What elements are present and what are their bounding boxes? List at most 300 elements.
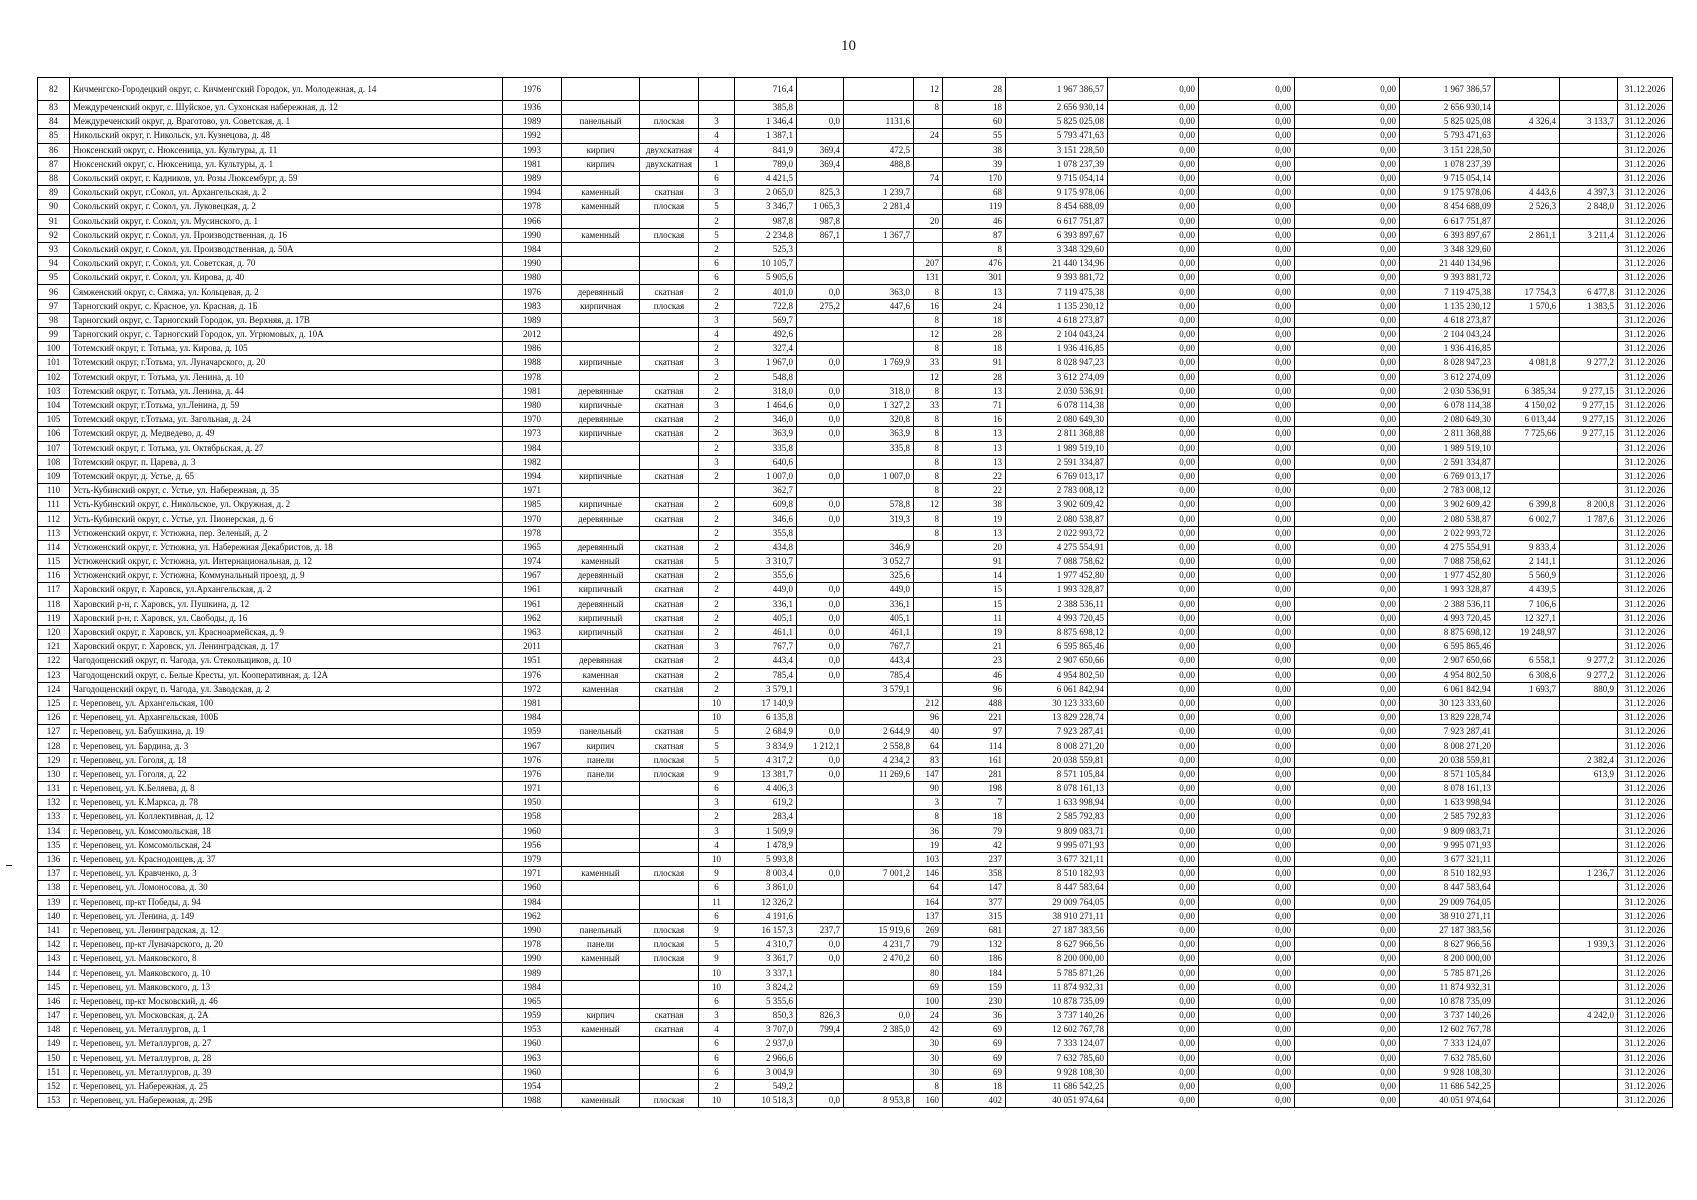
cell-total-cost: 3 348 329,60 [1006, 242, 1108, 256]
cell-total-area: 346,6 [735, 512, 797, 526]
cell-total-cost: 4 275 554,91 [1006, 540, 1108, 554]
cell-roof-type [640, 852, 699, 866]
cell-deadline: 31.12.2026 [1618, 668, 1673, 682]
cell-cost-other: 0,00 [1295, 767, 1400, 781]
cell-cost-fund: 0,00 [1108, 512, 1199, 526]
cell-area-2: 363,0 [844, 285, 914, 299]
cell-cost-owners: 7 088 758,62 [1400, 555, 1495, 569]
cell-deadline: 31.12.2026 [1618, 852, 1673, 866]
cell-area-1 [797, 852, 844, 866]
cell-total-cost: 30 123 333,60 [1006, 696, 1108, 710]
table-row [38, 313, 1673, 327]
cell-wall-material: панельный [562, 725, 640, 739]
cell-cost-budget: 0,00 [1199, 852, 1295, 866]
cell-area-1: 987,8 [797, 214, 844, 228]
cell-cost-owners: 4 993 720,45 [1400, 611, 1495, 625]
cell-wall-material [562, 994, 640, 1008]
cell-roof-type: скатная [640, 285, 699, 299]
cell-unit-cost-1: 6 558,1 [1495, 654, 1560, 668]
cell-cost-other: 0,00 [1295, 583, 1400, 597]
cell-cost-fund: 0,00 [1108, 214, 1199, 228]
cell-area-1 [797, 171, 844, 185]
cell-unit-cost-2 [1560, 640, 1618, 654]
cell-row-number: 143 [38, 952, 70, 966]
cell-area-1 [797, 569, 844, 583]
cell-year-built: 1976 [503, 753, 562, 767]
cell-apartments: 12 [914, 78, 943, 101]
cell-cost-fund: 0,00 [1108, 1051, 1199, 1065]
cell-apartments [914, 143, 943, 157]
cell-year-built: 1984 [503, 711, 562, 725]
cell-cost-fund: 0,00 [1108, 909, 1199, 923]
cell-floors: 9 [699, 867, 735, 881]
cell-address: г. Череповец, ул. Металлургов, д. 27 [70, 1037, 503, 1051]
cell-deadline: 31.12.2026 [1618, 328, 1673, 342]
cell-apartments [914, 625, 943, 639]
cell-area-2 [844, 257, 914, 271]
cell-unit-cost-2: 6 477,8 [1560, 285, 1618, 299]
cell-total-cost: 1 936 416,85 [1006, 342, 1108, 356]
cell-deadline: 31.12.2026 [1618, 682, 1673, 696]
cell-unit-cost-2 [1560, 980, 1618, 994]
cell-cost-owners: 1 135 230,12 [1400, 299, 1495, 313]
cell-total-cost: 6 393 897,67 [1006, 228, 1108, 242]
cell-apartments: 30 [914, 1051, 943, 1065]
cell-floors: 2 [699, 1079, 735, 1093]
cell-residents: 377 [943, 895, 1006, 909]
cell-wall-material [562, 526, 640, 540]
cell-deadline: 31.12.2026 [1618, 143, 1673, 157]
cell-cost-budget: 0,00 [1199, 796, 1295, 810]
cell-cost-other: 0,00 [1295, 242, 1400, 256]
cell-address: Харовский округ, г. Харовск, ул. Красноармейская, д. 9 [70, 625, 503, 639]
cell-roof-type [640, 810, 699, 824]
cell-address: г. Череповец, ул. Ленинградская, д. 12 [70, 923, 503, 937]
cell-deadline: 31.12.2026 [1618, 640, 1673, 654]
cell-year-built: 1985 [503, 498, 562, 512]
cell-area-1 [797, 370, 844, 384]
cell-cost-other: 0,00 [1295, 994, 1400, 1008]
table-row [38, 1094, 1673, 1108]
cell-area-1 [797, 555, 844, 569]
cell-unit-cost-1 [1495, 1065, 1560, 1079]
cell-deadline: 31.12.2026 [1618, 101, 1673, 115]
cell-cost-fund: 0,00 [1108, 526, 1199, 540]
cell-area-2: 8 953,8 [844, 1094, 914, 1108]
cell-cost-budget: 0,00 [1199, 299, 1295, 313]
cell-area-2 [844, 994, 914, 1008]
cell-floors: 10 [699, 852, 735, 866]
cell-unit-cost-2 [1560, 540, 1618, 554]
cell-cost-owners: 27 187 383,56 [1400, 923, 1495, 937]
cell-unit-cost-2 [1560, 852, 1618, 866]
cell-floors: 5 [699, 555, 735, 569]
cell-unit-cost-1: 6 399,8 [1495, 498, 1560, 512]
cell-year-built: 1982 [503, 455, 562, 469]
cell-row-number: 150 [38, 1051, 70, 1065]
cell-residents: 97 [943, 725, 1006, 739]
cell-address: г. Череповец, ул. Комсомольская, 24 [70, 838, 503, 852]
table-row [38, 498, 1673, 512]
cell-total-cost: 3 612 274,09 [1006, 370, 1108, 384]
table-row [38, 427, 1673, 441]
cell-cost-other: 0,00 [1295, 1009, 1400, 1023]
cell-total-cost: 2 080 538,87 [1006, 512, 1108, 526]
cell-area-1 [797, 441, 844, 455]
cell-row-number: 108 [38, 455, 70, 469]
cell-deadline: 31.12.2026 [1618, 1037, 1673, 1051]
cell-floors: 4 [699, 328, 735, 342]
cell-cost-fund: 0,00 [1108, 271, 1199, 285]
cell-year-built: 1980 [503, 398, 562, 412]
cell-cost-other: 0,00 [1295, 313, 1400, 327]
cell-area-2: 2 558,8 [844, 739, 914, 753]
table-row [38, 271, 1673, 285]
cell-unit-cost-2 [1560, 129, 1618, 143]
cell-area-2: 1 367,7 [844, 228, 914, 242]
cell-residents: 681 [943, 923, 1006, 937]
cell-year-built: 1984 [503, 980, 562, 994]
cell-year-built: 1950 [503, 796, 562, 810]
cell-roof-type: скатная [640, 413, 699, 427]
cell-unit-cost-1 [1495, 143, 1560, 157]
cell-year-built: 1993 [503, 143, 562, 157]
cell-roof-type [640, 242, 699, 256]
cell-total-area: 767,7 [735, 640, 797, 654]
cell-floors: 6 [699, 171, 735, 185]
table-row [38, 1037, 1673, 1051]
cell-floors: 2 [699, 668, 735, 682]
cell-cost-fund: 0,00 [1108, 966, 1199, 980]
cell-row-number: 118 [38, 597, 70, 611]
cell-unit-cost-1 [1495, 455, 1560, 469]
cell-row-number: 136 [38, 852, 70, 866]
cell-unit-cost-1 [1495, 342, 1560, 356]
cell-roof-type: плоская [640, 938, 699, 952]
cell-total-cost: 8 078 161,13 [1006, 782, 1108, 796]
cell-cost-other: 0,00 [1295, 597, 1400, 611]
cell-cost-other: 0,00 [1295, 952, 1400, 966]
cell-roof-type [640, 526, 699, 540]
cell-area-1: 0,0 [797, 356, 844, 370]
cell-floors: 2 [699, 299, 735, 313]
cell-total-cost: 6 061 842,94 [1006, 682, 1108, 696]
cell-row-number: 147 [38, 1009, 70, 1023]
table-row [38, 597, 1673, 611]
cell-wall-material [562, 824, 640, 838]
cell-row-number: 152 [38, 1079, 70, 1093]
cell-cost-other: 0,00 [1295, 157, 1400, 171]
cell-wall-material [562, 711, 640, 725]
cell-cost-fund: 0,00 [1108, 767, 1199, 781]
cell-deadline: 31.12.2026 [1618, 923, 1673, 937]
cell-apartments: 146 [914, 867, 943, 881]
table-row [38, 512, 1673, 526]
table-row [38, 299, 1673, 313]
cell-cost-budget: 0,00 [1199, 895, 1295, 909]
cell-wall-material [562, 696, 640, 710]
cell-roof-type: скатная [640, 356, 699, 370]
cell-roof-type: двухскатная [640, 157, 699, 171]
cell-apartments: 64 [914, 739, 943, 753]
cell-cost-budget: 0,00 [1199, 1051, 1295, 1065]
cell-year-built: 1976 [503, 767, 562, 781]
cell-deadline: 31.12.2026 [1618, 838, 1673, 852]
cell-unit-cost-1 [1495, 328, 1560, 342]
cell-area-1 [797, 909, 844, 923]
cell-year-built: 1971 [503, 867, 562, 881]
cell-unit-cost-2: 4 397,3 [1560, 186, 1618, 200]
cell-cost-fund: 0,00 [1108, 569, 1199, 583]
table-row [38, 682, 1673, 696]
cell-cost-fund: 0,00 [1108, 328, 1199, 342]
cell-unit-cost-1 [1495, 1023, 1560, 1037]
cell-wall-material [562, 370, 640, 384]
cell-row-number: 117 [38, 583, 70, 597]
cell-unit-cost-1: 7 106,6 [1495, 597, 1560, 611]
cell-roof-type [640, 370, 699, 384]
cell-total-area: 3 824,2 [735, 980, 797, 994]
cell-roof-type: скатная [640, 1023, 699, 1037]
table-row [38, 881, 1673, 895]
cell-area-1: 0,0 [797, 867, 844, 881]
cell-wall-material: деревянный [562, 597, 640, 611]
cell-cost-other: 0,00 [1295, 214, 1400, 228]
cell-year-built: 1989 [503, 313, 562, 327]
cell-roof-type: скатная [640, 398, 699, 412]
cell-total-cost: 1 977 452,80 [1006, 569, 1108, 583]
cell-roof-type [640, 441, 699, 455]
cell-apartments: 30 [914, 1065, 943, 1079]
cell-unit-cost-1 [1495, 838, 1560, 852]
cell-area-1: 0,0 [797, 427, 844, 441]
cell-area-2 [844, 484, 914, 498]
cell-total-area: 318,0 [735, 384, 797, 398]
cell-roof-type [640, 484, 699, 498]
cell-row-number: 121 [38, 640, 70, 654]
cell-unit-cost-1 [1495, 994, 1560, 1008]
cell-unit-cost-2 [1560, 157, 1618, 171]
cell-apartments: 137 [914, 909, 943, 923]
cell-wall-material: кирпич [562, 157, 640, 171]
cell-total-cost: 8 875 698,12 [1006, 625, 1108, 639]
cell-deadline: 31.12.2026 [1618, 881, 1673, 895]
cell-area-1: 0,0 [797, 398, 844, 412]
cell-residents: 20 [943, 540, 1006, 554]
cell-cost-other: 0,00 [1295, 540, 1400, 554]
cell-area-2: 2 281,4 [844, 200, 914, 214]
table-row [38, 441, 1673, 455]
cell-total-cost: 11 874 932,31 [1006, 980, 1108, 994]
cell-floors: 3 [699, 398, 735, 412]
cell-unit-cost-2 [1560, 611, 1618, 625]
cell-cost-fund: 0,00 [1108, 583, 1199, 597]
cell-total-cost: 2 656 930,14 [1006, 101, 1108, 115]
cell-cost-fund: 0,00 [1108, 782, 1199, 796]
table-row [38, 1023, 1673, 1037]
cell-roof-type [640, 1037, 699, 1051]
cell-area-1: 0,0 [797, 611, 844, 625]
cell-floors: 2 [699, 526, 735, 540]
cell-total-cost: 9 995 071,93 [1006, 838, 1108, 852]
cell-cost-fund: 0,00 [1108, 455, 1199, 469]
cell-deadline: 31.12.2026 [1618, 966, 1673, 980]
cell-area-2: 443,4 [844, 654, 914, 668]
cell-total-area: 716,4 [735, 78, 797, 101]
cell-area-1: 0,0 [797, 654, 844, 668]
cell-address: Чагодощенский округ, п. Чагода, ул. Заводская, д. 2 [70, 682, 503, 696]
cell-total-area: 2 684,9 [735, 725, 797, 739]
cell-roof-type [640, 980, 699, 994]
cell-total-area: 335,8 [735, 441, 797, 455]
cell-floors: 2 [699, 498, 735, 512]
cell-deadline: 31.12.2026 [1618, 1065, 1673, 1079]
cell-cost-fund: 0,00 [1108, 498, 1199, 512]
cell-cost-budget: 0,00 [1199, 101, 1295, 115]
cell-unit-cost-2: 9 277,15 [1560, 398, 1618, 412]
cell-area-1 [797, 1051, 844, 1065]
cell-row-number: 124 [38, 682, 70, 696]
cell-unit-cost-1 [1495, 938, 1560, 952]
cell-floors: 2 [699, 583, 735, 597]
cell-area-1: 0,0 [797, 115, 844, 129]
cell-cost-owners: 6 061 842,94 [1400, 682, 1495, 696]
cell-total-area: 3 579,1 [735, 682, 797, 696]
cell-residents: 22 [943, 484, 1006, 498]
cell-address: г. Череповец, ул. Комсомольская, 18 [70, 824, 503, 838]
cell-wall-material [562, 214, 640, 228]
cell-total-cost: 7 632 785,60 [1006, 1051, 1108, 1065]
cell-residents: 476 [943, 257, 1006, 271]
cell-area-1 [797, 711, 844, 725]
cell-apartments [914, 115, 943, 129]
cell-year-built: 1984 [503, 242, 562, 256]
cell-unit-cost-2 [1560, 526, 1618, 540]
cell-address: Сокольский округ, г. Сокол, ул. Советская, д. 70 [70, 257, 503, 271]
cell-cost-fund: 0,00 [1108, 1037, 1199, 1051]
cell-deadline: 31.12.2026 [1618, 441, 1673, 455]
cell-area-2: 2 470,2 [844, 952, 914, 966]
cell-cost-other: 0,00 [1295, 526, 1400, 540]
cell-unit-cost-1 [1495, 767, 1560, 781]
cell-area-1 [797, 810, 844, 824]
cell-unit-cost-2 [1560, 242, 1618, 256]
cell-year-built: 1960 [503, 881, 562, 895]
cell-total-cost: 3 151 228,50 [1006, 143, 1108, 157]
cell-apartments: 103 [914, 852, 943, 866]
table-row [38, 909, 1673, 923]
cell-floors: 10 [699, 696, 735, 710]
cell-residents: 147 [943, 881, 1006, 895]
cell-unit-cost-1 [1495, 1094, 1560, 1108]
cell-total-area: 3 004,9 [735, 1065, 797, 1079]
cell-residents: 69 [943, 1065, 1006, 1079]
cell-roof-type [640, 966, 699, 980]
cell-wall-material: деревянные [562, 413, 640, 427]
cell-cost-budget: 0,00 [1199, 441, 1295, 455]
cell-cost-fund: 0,00 [1108, 299, 1199, 313]
cell-row-number: 122 [38, 654, 70, 668]
cell-address: Сямженский округ, с. Сямжа, ул. Кольцевая, д. 2 [70, 285, 503, 299]
cell-wall-material [562, 313, 640, 327]
cell-unit-cost-1: 17 754,3 [1495, 285, 1560, 299]
cell-total-cost: 8 627 966,56 [1006, 938, 1108, 952]
table-row [38, 824, 1673, 838]
cell-floors: 2 [699, 512, 735, 526]
cell-unit-cost-1: 6 013,44 [1495, 413, 1560, 427]
cell-total-area: 1 387,1 [735, 129, 797, 143]
cell-cost-fund: 0,00 [1108, 1079, 1199, 1093]
cell-area-1: 0,0 [797, 413, 844, 427]
cell-cost-budget: 0,00 [1199, 938, 1295, 952]
cell-wall-material [562, 980, 640, 994]
cell-deadline: 31.12.2026 [1618, 115, 1673, 129]
cell-cost-fund: 0,00 [1108, 313, 1199, 327]
cell-cost-other: 0,00 [1295, 512, 1400, 526]
cell-unit-cost-2 [1560, 171, 1618, 185]
cell-cost-other: 0,00 [1295, 469, 1400, 483]
cell-year-built: 1981 [503, 696, 562, 710]
cell-area-2: 461,1 [844, 625, 914, 639]
cell-apartments [914, 569, 943, 583]
cell-cost-budget: 0,00 [1199, 881, 1295, 895]
cell-total-cost: 20 038 559,81 [1006, 753, 1108, 767]
cell-unit-cost-1 [1495, 711, 1560, 725]
cell-roof-type [640, 328, 699, 342]
cell-year-built: 1988 [503, 356, 562, 370]
cell-floors: 5 [699, 200, 735, 214]
cell-address: г. Череповец, ул. Московская, д. 2А [70, 1009, 503, 1023]
cell-apartments: 207 [914, 257, 943, 271]
cell-unit-cost-1 [1495, 526, 1560, 540]
cell-area-1: 0,0 [797, 668, 844, 682]
cell-cost-owners: 6 769 013,17 [1400, 469, 1495, 483]
cell-cost-other: 0,00 [1295, 909, 1400, 923]
cell-apartments: 8 [914, 455, 943, 469]
cell-unit-cost-2 [1560, 143, 1618, 157]
cell-total-area: 1 967,0 [735, 356, 797, 370]
cell-deadline: 31.12.2026 [1618, 625, 1673, 639]
cell-residents: 402 [943, 1094, 1006, 1108]
cell-total-area: 327,4 [735, 342, 797, 356]
cell-floors: 2 [699, 569, 735, 583]
cell-residents: 15 [943, 597, 1006, 611]
cell-cost-owners: 12 602 767,78 [1400, 1023, 1495, 1037]
cell-deadline: 31.12.2026 [1618, 909, 1673, 923]
cell-row-number: 142 [38, 938, 70, 952]
cell-total-area: 355,6 [735, 569, 797, 583]
cell-cost-owners: 4 618 273,87 [1400, 313, 1495, 327]
cell-residents: 159 [943, 980, 1006, 994]
cell-total-area: 4 317,2 [735, 753, 797, 767]
cell-unit-cost-2: 2 848,0 [1560, 200, 1618, 214]
cell-row-number: 151 [38, 1065, 70, 1079]
cell-roof-type [640, 271, 699, 285]
table-row [38, 101, 1673, 115]
cell-roof-type: скатная [640, 540, 699, 554]
cell-roof-type: скатная [640, 668, 699, 682]
cell-area-1 [797, 824, 844, 838]
cell-floors: 5 [699, 753, 735, 767]
cell-area-1: 0,0 [797, 767, 844, 781]
cell-total-area: 3 337,1 [735, 966, 797, 980]
cell-apartments [914, 640, 943, 654]
cell-residents: 221 [943, 711, 1006, 725]
cell-cost-fund: 0,00 [1108, 413, 1199, 427]
cell-row-number: 132 [38, 796, 70, 810]
cell-roof-type: скатная [640, 469, 699, 483]
cell-deadline: 31.12.2026 [1618, 696, 1673, 710]
